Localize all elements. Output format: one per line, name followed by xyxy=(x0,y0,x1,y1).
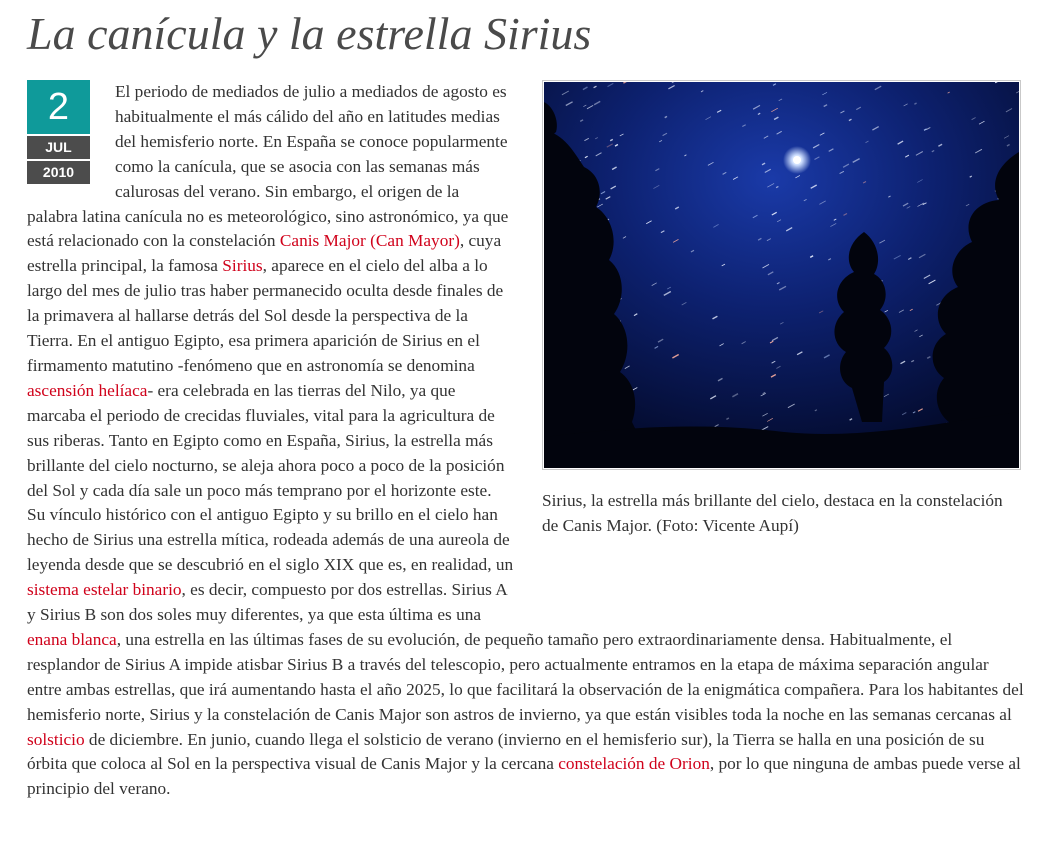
night-sky-photo[interactable] xyxy=(544,82,1019,468)
post-title: La canícula y la estrella Sirius xyxy=(27,8,592,59)
photo-figure xyxy=(542,80,1023,608)
date-year: 2010 xyxy=(27,161,90,184)
date-day: 2 xyxy=(27,80,90,134)
body-text-1: El periodo de mediados de julio a mediados de agosto es habitualmente el más cálido del año en latitudes medias del hemisferio norte. En España se conoce popularmente como la canícula, que se asocia con las semanas más calurosas del verano. Sin embargo, el origen de la palabra latina canícula no es meteorológico, sino astronómico, ya que está relacionado con la constelación xyxy=(27,82,509,251)
body-text-7: de diciembre. En junio, cuando llega el solsticio de verano (invierno en el hemisferio sur), la Tierra se halla en una posición de su órbita que coloca al Sol en la perspectiva visual de Canis Major y la cercana xyxy=(27,729,985,774)
article-body xyxy=(27,80,1027,802)
body-text-5: , es decir, compuesto por dos estrellas. Sirius A y Sirius B son dos soles muy diferentes, ya que esta última es una xyxy=(27,580,507,625)
link-sistema-estelar-binario[interactable]: sistema estelar binario xyxy=(27,580,182,600)
body-text-8: , por lo que ninguna de ambas puede verse al principio del verano. xyxy=(27,754,1021,799)
body-text-4: - era celebrada en las tierras del Nilo, ya que marcaba el periodo de crecidas fluviales, vital para la agricultura de sus riberas. Tanto en Egipto como en España, Sirius, la estrella más brillante del cielo nocturno, se aleja ahora poco a poco de la posición del Sol y cada día sale un poco más temprano por el horizonte este. Su vínculo histórico con el antiguo Egipto y su brillo en el cielo han hecho de Sirius una estrella mítica, rodeada además de una aureola de leyenda desde que se descubrió en el siglo XIX que es, en realidad, un xyxy=(27,380,514,575)
link-sirius[interactable]: Sirius xyxy=(222,256,263,276)
link-solsticio[interactable]: solsticio xyxy=(27,729,85,749)
body-text-2: , cuya estrella principal, la famosa xyxy=(27,231,502,276)
photo-caption: Sirius, la estrella más brillante del cielo, destaca en la constelación de Canis Major. (Foto: Vicente Aupí) xyxy=(542,491,1003,535)
link-constelacion-orion[interactable]: constelación de Orion xyxy=(558,754,710,774)
date-badge xyxy=(27,80,90,184)
link-canis-major[interactable]: Canis Major (Can Mayor) xyxy=(279,231,460,251)
link-ascension-heliaca[interactable]: ascensión helíaca xyxy=(27,380,148,400)
body-text-3: , aparece en el cielo del alba a lo largo del mes de julio tras haber permanecido oculta desde finales de la primavera al hallarse detrás del Sol desde la perspectiva de la Tierra. En el antiguo Egipto, esa primera aparición de Sirius en el firmamento matutino -fenómeno que en astronomía se denomina xyxy=(27,256,504,375)
photo-frame xyxy=(542,80,1021,470)
link-enana-blanca[interactable]: enana blanca xyxy=(27,629,117,649)
body-text-6: , una estrella en las últimas fases de su evolución, de pequeño tamaño pero extraordinariamente densa. Habitualmente, el resplandor de Sirius A impide atisbar Sirius B a través del telescopio, pero actualmente entramos en la etapa de máxima separación angular entre ambas estrellas, que irá aumentando hasta el año 2025, lo que facilitará la observación de la enigmática compañera. Para los habitantes del hemisferio norte, Sirius y la constelación de Canis Major son astros de invierno, ya que están visibles toda la noche en las semanas cercanas al xyxy=(27,629,1024,724)
date-month: JUL xyxy=(27,136,90,159)
